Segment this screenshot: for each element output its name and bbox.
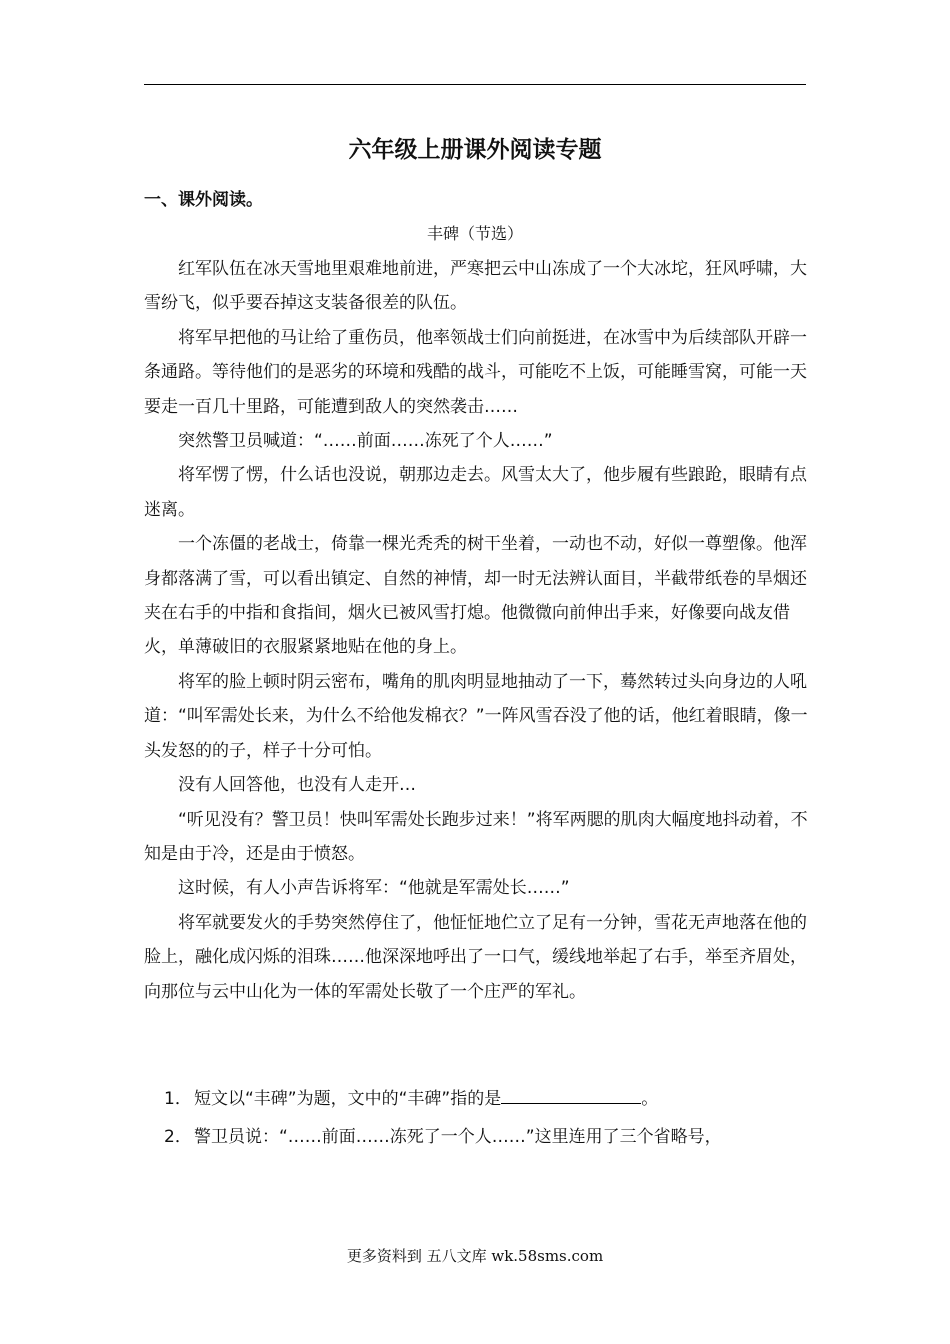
paragraph-9: 这时候，有人小声告诉将军：“他就是军需处长……” (178, 878, 570, 899)
question-2 (164, 1120, 810, 1154)
answer-blank[interactable] (501, 1083, 641, 1104)
footer-link[interactable]: 更多资料到 五八文库 wk.58sms.com (346, 1247, 604, 1265)
paragraph-8: “听见没有？警卫员！快叫军需处长跑步过来！”将军两腮的肌肉大幅度地抖动着，不知是由于冷，还是由于愤怒。 (144, 809, 808, 864)
question-2-text: 警卫员说：“……前面……冻死了一个人……”这里连用了三个省略号， (194, 1127, 722, 1147)
paragraph-1: 红军队伍在冰天雪地里艰难地前进，严寒把云中山冻成了一个大冰坨，狂风呼啸，大雪纷飞，似乎要吞掉这支装备很差的队伍。 (144, 259, 807, 314)
paragraph-7: 没有人回答他，也没有人走开… (178, 775, 416, 796)
question-1 (164, 1082, 810, 1116)
paragraph-5: 一个冻僵的老战士，倚靠一棵光秃秃的树干坐着，一动也不动，好似一尊塑像。他浑身都落满了雪，可以看出镇定、自然的神情，却一时无法辨认面目，半截带纸卷的旱烟还夹在右手的中指和食指间，烟火已被风雪打熄。他微微向前伸出手来，好像要向战友借火，单薄破旧的衣服紧紧地贴在他的身上。 (144, 534, 807, 658)
section-heading: 一、课外阅读。 (144, 190, 263, 210)
question-1-number: 1． (164, 1089, 192, 1109)
paragraph-4: 将军愣了愣，什么话也没说，朝那边走去。风雪太大了，他步履有些踉跄，眼睛有点迷离。 (144, 465, 807, 520)
question-1-text: 短文以“丰碑”为题，文中的“丰碑”指的是 (194, 1089, 502, 1109)
paragraph-3: 突然警卫员喊道：“……前面……冻死了个人……” (178, 431, 553, 452)
header-rule (144, 84, 806, 85)
page-title: 六年级上册课外阅读专题 (348, 136, 602, 163)
article-body (144, 252, 810, 1009)
question-2-number: 2． (164, 1127, 192, 1147)
question-1-end: 。 (641, 1089, 659, 1109)
paragraph-6: 将军的脸上顿时阴云密布，嘴角的肌肉明显地抽动了一下，蓦然转过头向身边的人吼道：“叫军需处长来，为什么不给他发棉衣？”一阵风雪吞没了他的话，他红着眼睛，像一头发怒的的子，样子十分可怕。 (144, 671, 808, 761)
article-title: 丰碑（节选） (426, 224, 523, 243)
paragraph-10: 将军就要发火的手势突然停住了，他怔怔地伫立了足有一分钟，雪花无声地落在他的脸上，融化成闪烁的泪珠……他深深地呼出了一口气，缓线地举起了右手，举至齐眉处，向那位与云中山化为一体的军需处长敬了一个庄严的军礼。 (144, 912, 807, 1002)
paragraph-2: 将军早把他的马让给了重伤员，他率领战士们向前挺进，在冰雪中为后续部队开辟一条通路。等待他们的是恶劣的环境和残酷的战斗，可能吃不上饭，可能睡雪窝，可能一天要走一百几十里路，可能遭到敌人的突然袭击…… (144, 327, 807, 417)
